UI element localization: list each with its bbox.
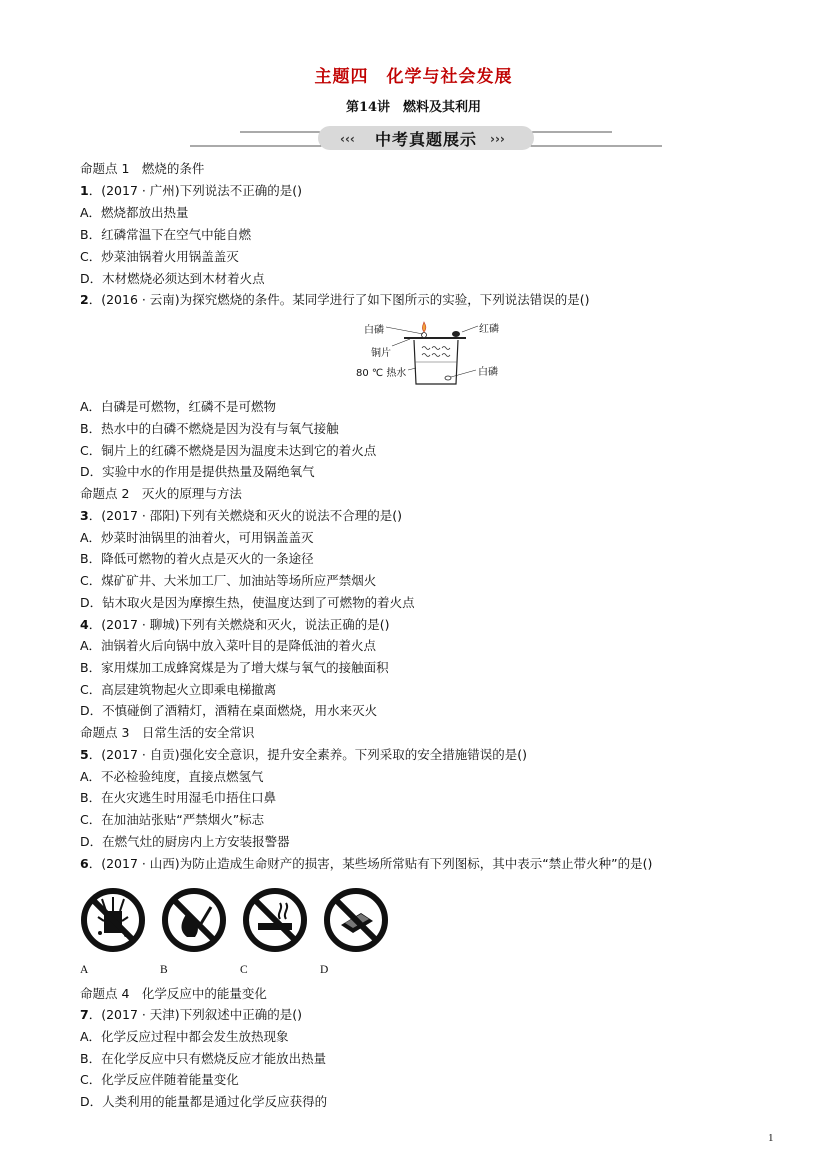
- label-hot-water: 80 ℃ 热水: [356, 368, 407, 379]
- svg-text:›››: ›››: [490, 132, 505, 146]
- question-2: [80, 291, 589, 309]
- section-banner: [190, 124, 662, 152]
- section-heading: 命题点 1 燃烧的条件: [80, 161, 205, 176]
- section-heading: 命题点 3 日常生活的安全常识: [80, 725, 255, 740]
- no-smoking-icon: [242, 887, 308, 953]
- option: D．钻木取火是因为摩擦生热，使温度达到了可燃物的着火点: [80, 595, 415, 610]
- option: D．木材燃烧必须达到木材着火点: [80, 271, 265, 286]
- option: C．炒菜油锅着火用锅盖盖灭: [80, 249, 239, 264]
- question-5: [80, 746, 527, 764]
- option: C．铜片上的红磷不燃烧是因为温度未达到它的着火点: [80, 443, 377, 458]
- option: C．高层建筑物起火立即乘电梯撤离: [80, 682, 277, 697]
- question-stem: ．(2017 · 聊城)下列有关燃烧和灭火，说法正确的是(): [88, 617, 390, 632]
- option: B．家用煤加工成蜂窝煤是为了增大煤与氧气的接触面积: [80, 660, 389, 675]
- question-number: 5: [80, 747, 89, 762]
- section-heading: 命题点 4 化学反应中的能量变化: [80, 986, 267, 1001]
- icon-label-d: D: [320, 964, 329, 976]
- question-7: [80, 1006, 302, 1024]
- option: A．化学反应过程中都会发生放热现象: [80, 1029, 289, 1044]
- svg-text:‹‹‹: ‹‹‹: [340, 132, 355, 146]
- page-title: 主题四 化学与社会发展: [314, 67, 513, 87]
- question-stem: ．(2016 · 云南)为探究燃烧的条件。某同学进行了如下图所示的实验，下列说法错误的是(): [88, 292, 590, 307]
- section-heading: 命题点 2 灭火的原理与方法: [80, 486, 242, 501]
- question-1: [80, 182, 302, 200]
- option: B．在火灾逃生时用湿毛巾捂住口鼻: [80, 790, 277, 805]
- no-fireworks-icon: [80, 887, 146, 953]
- option: A．炒菜时油锅里的油着火，可用锅盖盖灭: [80, 530, 314, 545]
- label-white-phosphorus-bottom: 白磷: [478, 367, 498, 378]
- question-stem: ．(2017 · 山西)为防止造成生命财产的损害，某些场所常贴有下列图标，其中表示“禁止带火种”的是(): [88, 856, 653, 871]
- no-matches-icon: [323, 887, 389, 953]
- question-3: [80, 507, 402, 525]
- option: D．不慎碰倒了酒精灯，酒精在桌面燃烧，用水来灭火: [80, 703, 378, 718]
- page-number: 1: [768, 1132, 774, 1144]
- option: D．在燃气灶的厨房内上方安装报警器: [80, 834, 290, 849]
- option: A．燃烧都放出热量: [80, 205, 189, 220]
- question-6: [80, 855, 652, 873]
- combustion-experiment-figure: [352, 314, 512, 386]
- question-stem: ．(2017 · 邵阳)下列有关燃烧和灭火的说法不合理的是(): [88, 508, 402, 523]
- question-4: [80, 616, 389, 634]
- icon-label-c: C: [240, 964, 248, 976]
- question-number: 1: [80, 183, 89, 198]
- question-stem: ．(2017 · 自贡)强化安全意识，提升安全素养。下列采取的安全措施错误的是(): [88, 747, 527, 762]
- option: D．人类利用的能量都是通过化学反应获得的: [80, 1094, 328, 1109]
- label-copper-plate: 铜片: [371, 348, 391, 359]
- question-number: 6: [80, 856, 89, 871]
- question-number: 4: [80, 617, 89, 632]
- label-white-phosphorus-top: 白磷: [364, 325, 384, 336]
- option: B．在化学反应中只有燃烧反应才能放出热量: [80, 1051, 327, 1066]
- question-number: 3: [80, 508, 89, 523]
- icon-label-b: B: [160, 964, 168, 976]
- question-number: 2: [80, 292, 89, 307]
- option: A．白磷是可燃物，红磷不是可燃物: [80, 399, 277, 414]
- option: D．实验中水的作用是提供热量及隔绝氧气: [80, 464, 315, 479]
- option: B．红磷常温下在空气中能自燃: [80, 227, 252, 242]
- option: C．煤矿矿井、大米加工厂、加油站等场所应严禁烟火: [80, 573, 377, 588]
- icon-label-a: A: [80, 964, 89, 976]
- question-stem: ．(2017 · 广州)下列说法不正确的是(): [88, 183, 302, 198]
- label-red-phosphorus: 红磷: [479, 324, 499, 335]
- banner-label: 中考真题展示: [374, 130, 477, 149]
- option: C．在加油站张贴“严禁烟火”标志: [80, 812, 265, 827]
- question-stem: ．(2017 · 天津)下列叙述中正确的是(): [88, 1007, 302, 1022]
- option: C．化学反应伴随着能量变化: [80, 1072, 239, 1087]
- no-open-flame-icon: [161, 887, 227, 953]
- option: A．不必检验纯度，直接点燃氢气: [80, 769, 264, 784]
- option: B．热水中的白磷不燃烧是因为没有与氧气接触: [80, 421, 339, 436]
- question-number: 7: [80, 1007, 89, 1022]
- lecture-subtitle: 第14讲 燃料及其利用: [345, 100, 482, 115]
- option: B．降低可燃物的着火点是灭火的一条途径: [80, 551, 314, 566]
- option: A．油锅着火后向锅中放入菜叶目的是降低油的着火点: [80, 638, 377, 653]
